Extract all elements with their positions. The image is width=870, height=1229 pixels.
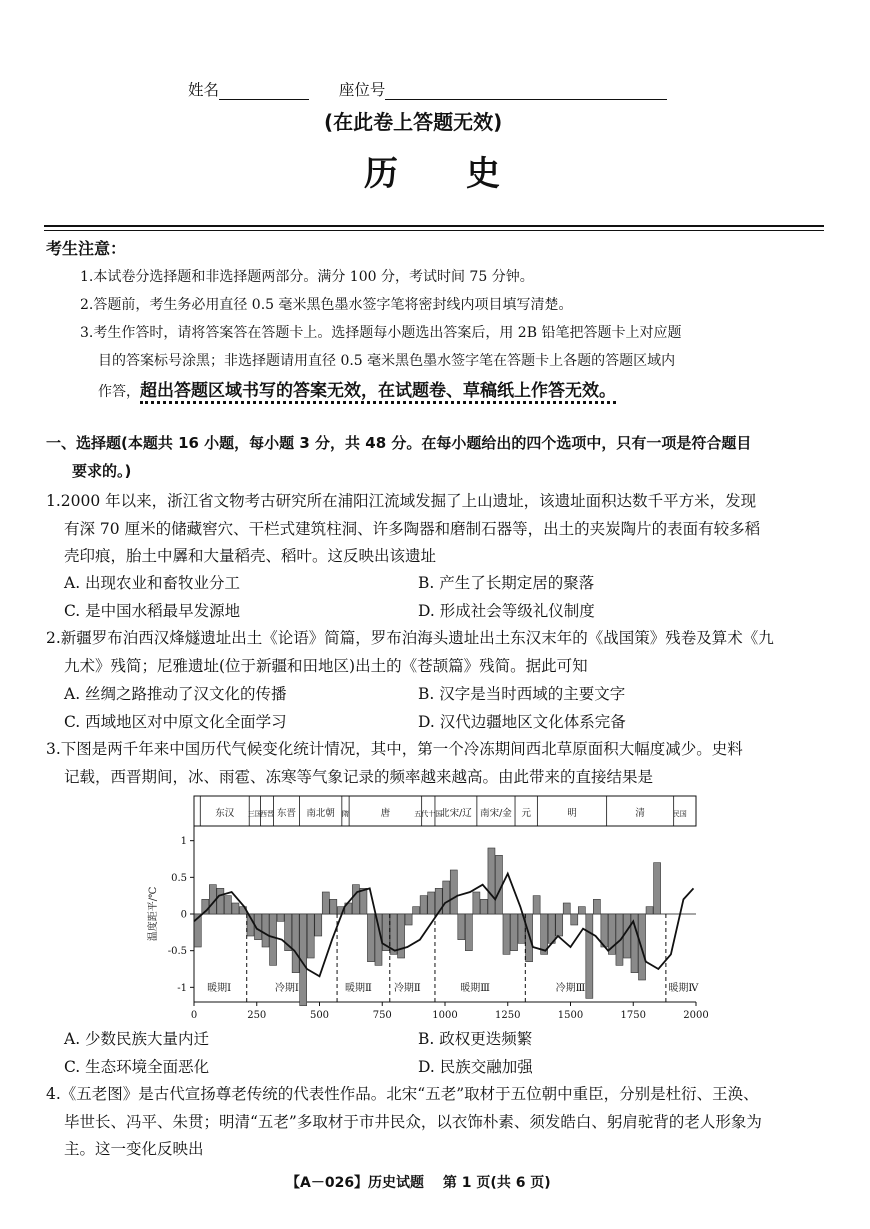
- temperature-bar: [420, 896, 427, 914]
- q3-option-a[interactable]: A. 少数民族大量内迁: [64, 1030, 210, 1048]
- temperature-bar: [646, 907, 653, 914]
- dynasty-label: 五代十国: [414, 810, 443, 818]
- temperature-bar: [428, 892, 435, 914]
- temperature-bar: [360, 888, 367, 914]
- dynasty-label: 唐: [380, 808, 391, 819]
- temperature-bar: [307, 914, 314, 958]
- x-tick-label: 250: [247, 1010, 267, 1021]
- temperature-bar: [405, 914, 412, 925]
- period-label: 冷期Ⅲ: [555, 983, 586, 994]
- temperature-bar: [315, 914, 322, 936]
- period-label: 冷期Ⅱ: [393, 983, 421, 994]
- temperature-bar: [277, 914, 284, 921]
- page-title: 历 史: [364, 154, 500, 194]
- q4-line-1: 4.《五老图》是古代宣扬尊老传统的代表性作品。北宋“五老”取材于五位朝中重臣，分别是杜衍、王涣、: [46, 1085, 759, 1103]
- temperature-bar: [586, 914, 593, 998]
- q2-option-b[interactable]: B. 汉字是当时西域的主要文字: [418, 685, 626, 703]
- invalid-note: (在此卷上答题无效): [324, 110, 503, 134]
- temperature-bar: [480, 899, 487, 914]
- temperature-bar: [322, 892, 329, 914]
- period-label: 暖期Ⅲ: [460, 983, 490, 994]
- dynasty-label: 明: [567, 808, 577, 819]
- page-footer: 【A－026】历史试题 第 1 页(共 6 页): [286, 1175, 551, 1191]
- q4-line-3: 主。这一变化反映出: [64, 1140, 204, 1158]
- q3-option-b[interactable]: B. 政权更迭频繁: [418, 1030, 533, 1048]
- dynasty-label: 北宋/辽: [440, 808, 472, 819]
- name-blank[interactable]: [219, 81, 309, 100]
- q2-line-1: 2.新疆罗布泊西汉烽燧遗址出土《论语》简篇，罗布泊海头遗址出土东汉末年的《战国策》残卷及算术《九: [46, 629, 774, 647]
- y-tick-label: -1: [177, 982, 187, 994]
- section-title-cont: 要求的。): [72, 462, 132, 480]
- dynasty-label: 三国: [247, 810, 262, 818]
- temperature-bar: [563, 903, 570, 914]
- dynasty-label: 南宋/金: [480, 808, 512, 819]
- temperature-bar: [458, 914, 465, 940]
- notice-title: 考生注意：: [46, 239, 127, 258]
- temperature-bar: [450, 870, 457, 914]
- q1-option-c[interactable]: C. 是中国水稻最早发源地: [64, 602, 241, 620]
- notice-answer-label: 作答，: [98, 384, 140, 400]
- q3-line-1: 3.下图是两千年来中国历代气候变化统计情况，其中，第一个冷冻期间西北草原面积大幅度减少。史料: [46, 740, 743, 758]
- seat-label: 座位号: [338, 81, 386, 99]
- temperature-bar: [443, 881, 450, 914]
- notice-item-3: 3.考生作答时，请将答案答在答题卡上。选择题每小题选出答案后，用 2B 铅笔把答题卡上对应题: [80, 325, 682, 341]
- temperature-bar: [654, 863, 661, 914]
- temperature-bar: [217, 888, 224, 914]
- x-tick-label: 1750: [620, 1010, 646, 1021]
- q3-line-2: 记载，西晋期间，冰、雨雹、冻寒等气象记录的频率越来越高。由此带来的直接结果是: [64, 768, 654, 786]
- notice-item-3-end: [98, 376, 616, 401]
- climate-chart: [140, 790, 730, 1030]
- y-tick-label: 1: [180, 836, 187, 848]
- dynasty-label: 东晋: [276, 808, 297, 819]
- dynasty-label: 南北朝: [306, 808, 335, 819]
- name-label: 姓名: [188, 81, 220, 99]
- dynasty-label: 民国: [672, 810, 687, 818]
- temperature-bar: [548, 914, 555, 943]
- period-label: 冷期Ⅰ: [274, 983, 299, 994]
- temperature-bar: [262, 914, 269, 947]
- dynasty-label: 西晋: [260, 810, 275, 818]
- x-tick-label: 2000: [683, 1010, 709, 1021]
- notice-item-1: 1.本试卷分选择题和非选择题两部分。满分 100 分，考试时间 75 分钟。: [80, 269, 534, 285]
- period-label: 暖期Ⅰ: [207, 983, 232, 994]
- x-tick-label: 500: [309, 1010, 330, 1021]
- period-label: 暖期Ⅳ: [668, 983, 699, 994]
- temperature-bar: [270, 914, 277, 965]
- q3-option-d[interactable]: D. 民族交融加强: [418, 1058, 533, 1076]
- x-tick-label: 1250: [495, 1010, 521, 1021]
- y-tick-label: 0.5: [171, 872, 187, 884]
- y-tick-label: -0.5: [167, 946, 187, 958]
- temperature-bar: [556, 914, 563, 936]
- q2-option-d[interactable]: D. 汉代边疆地区文化体系完备: [418, 713, 626, 731]
- q1-line-1: 1.2000 年以来，浙江省文物考古研究所在浦阳江流域发掘了上山遗址，该遗址面积达数千平方米，发现: [46, 492, 757, 510]
- q1-option-d[interactable]: D. 形成社会等级礼仪制度: [418, 602, 595, 620]
- q4-line-2: 毕世长、冯平、朱贯；明清“五老”多取材于市井民众，以衣饰朴素、须发皓白、躬肩驼背的老人形象为: [64, 1113, 762, 1131]
- temperature-bar: [593, 899, 600, 914]
- q1-line-3: 壳印痕，胎土中羼和大量稻壳、稻叶。这反映出该遗址: [64, 547, 437, 565]
- temperature-bar: [330, 899, 337, 914]
- temperature-bar: [465, 914, 472, 951]
- period-label: 暖期Ⅱ: [345, 983, 372, 994]
- q1-line-2: 有深 70 厘米的储藏窖穴、干栏式建筑柱洞、许多陶器和磨制石器等，出土的夹炭陶片的表面有较多稻: [64, 520, 761, 538]
- temperature-bar: [232, 903, 239, 914]
- q3-option-c[interactable]: C. 生态环境全面恶化: [64, 1058, 210, 1076]
- dynasty-label: 元: [521, 808, 531, 819]
- temperature-bar: [413, 907, 420, 914]
- x-tick-label: 0: [190, 1010, 198, 1021]
- temperature-bar: [224, 896, 231, 914]
- header-rule-thick: [44, 225, 824, 227]
- x-tick-label: 1500: [557, 1010, 584, 1021]
- notice-item-2: 2.答题前，考生务必用直径 0.5 毫米黑色墨水签字笔将密封线内项目填写清楚。: [80, 297, 573, 313]
- notice-item-3-cont: 目的答案标号涂黑；非选择题请用直径 0.5 毫米黑色墨水签字笔在答题卡上各题的答题区域内: [98, 353, 676, 369]
- q2-option-c[interactable]: C. 西域地区对中原文化全面学习: [64, 713, 287, 731]
- y-axis-label: 温度距平/℃: [148, 886, 159, 942]
- notice-emphasis: 超出答题区域书写的答案无效，在试题卷、草稿纸上作答无效。: [140, 381, 616, 404]
- q2-option-a[interactable]: A. 丝绸之路推动了汉文化的传播: [64, 685, 287, 703]
- temperature-bar: [292, 914, 299, 973]
- temperature-bar: [623, 914, 630, 958]
- temperature-bar: [367, 914, 374, 962]
- temperature-bar: [533, 896, 540, 914]
- x-tick-label: 1000: [432, 1010, 458, 1021]
- y-tick-label: 0: [180, 909, 187, 921]
- section-title: 一、选择题(本题共 16 小题，每小题 3 分，共 48 分。在每小题给出的四个选项中，只有一项是符合题目: [46, 434, 752, 452]
- dynasty-label: 东汉: [215, 808, 235, 819]
- temperature-bar: [511, 914, 518, 951]
- temperature-bar: [503, 914, 510, 954]
- x-tick-label: 750: [372, 1010, 392, 1021]
- dynasty-label: 清: [635, 808, 645, 819]
- temperature-bar: [578, 907, 585, 914]
- q1-option-b[interactable]: B. 产生了长期定居的聚落: [418, 574, 595, 592]
- temperature-bar: [352, 885, 359, 914]
- temperature-bar: [571, 914, 578, 925]
- dynasty-label: 隋: [341, 810, 349, 818]
- q2-line-2: 九术》残简；尼雅遗址(位于新疆和田地区)出土的《苍颉篇》残简。据此可知: [64, 657, 588, 675]
- header-rule-thin: [44, 230, 824, 231]
- name-field: [188, 78, 667, 100]
- temperature-bar: [488, 848, 495, 914]
- temperature-bar: [398, 914, 405, 958]
- q1-option-a[interactable]: A. 出现农业和畜牧业分工: [64, 574, 241, 592]
- seat-blank[interactable]: [385, 81, 667, 100]
- temperature-bar: [473, 892, 480, 914]
